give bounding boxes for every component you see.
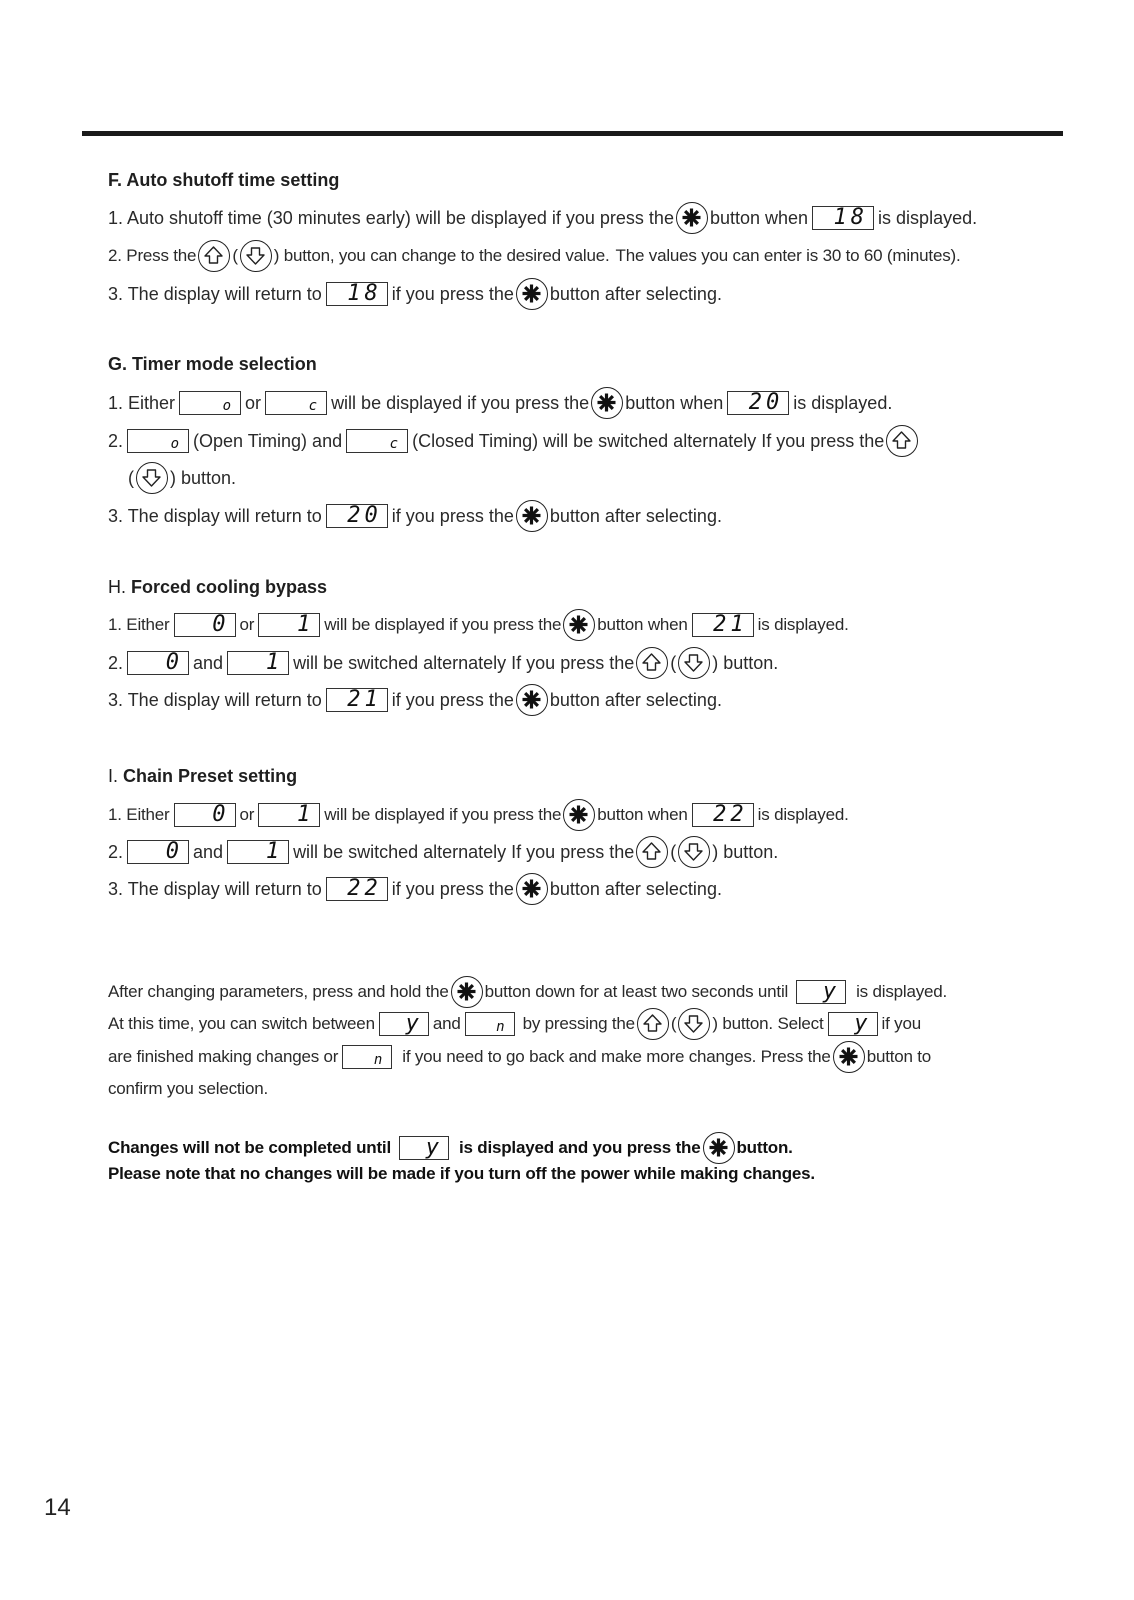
text: is displayed. — [856, 982, 948, 1001]
lcd-display: n — [465, 1012, 515, 1036]
text: button when — [709, 208, 809, 228]
text: will be displayed if you press the — [331, 393, 590, 413]
lcd-display: 21 — [326, 688, 388, 712]
text: ) button. — [712, 842, 779, 862]
text: 3. The display will return to — [108, 879, 322, 899]
section-f-title: F. Auto shutoff time setting — [108, 170, 340, 190]
text: if you press the — [391, 690, 514, 710]
lcd-display: 18 — [326, 282, 388, 306]
text: is displayed. — [793, 393, 893, 413]
after-line-4 — [108, 1072, 268, 1106]
text: (Closed Timing) will be switched alternately If you press the — [412, 431, 885, 451]
text: ( — [232, 246, 238, 265]
text: button when — [597, 615, 688, 634]
lcd-display: 20 — [727, 391, 789, 415]
section-f-step-1 — [108, 201, 977, 235]
lcd-display: 0 — [174, 803, 236, 827]
after-line-2 — [108, 1007, 921, 1041]
text: is displayed and you press the — [458, 1138, 701, 1157]
text: 1. Either — [108, 393, 176, 413]
text: button when — [625, 393, 724, 413]
lcd-display: 0 — [174, 613, 236, 637]
lcd-display: c — [265, 391, 327, 415]
section-g-step-2-cont — [128, 461, 236, 495]
text: (Open Timing) and — [193, 431, 343, 451]
lcd-display: n — [342, 1045, 392, 1069]
text: ( — [128, 468, 134, 488]
lcd-display: 18 — [812, 206, 874, 230]
text: by pressing the — [522, 1014, 635, 1033]
after-line-3 — [108, 1040, 931, 1074]
title-prefix: I. — [108, 766, 119, 786]
text: button after selecting. — [549, 506, 722, 526]
text: will be displayed if you press the — [324, 805, 562, 824]
text: if you press the — [391, 506, 514, 526]
lcd-display: 0 — [127, 651, 189, 675]
text: 1. Either — [108, 615, 170, 634]
text: is displayed. — [757, 805, 849, 824]
section-i-step-2 — [108, 835, 778, 869]
down-arrow-button-icon — [240, 240, 272, 272]
text: or — [239, 615, 255, 634]
text: 3. The display will return to — [108, 284, 322, 304]
text: Changes will not be completed until — [108, 1138, 391, 1157]
title-text: Forced cooling bypass — [131, 577, 328, 597]
set-button-icon — [833, 1041, 865, 1073]
set-button-icon — [591, 387, 623, 419]
text: 3. The display will return to — [108, 506, 322, 526]
text: At this time, you can switch between — [108, 1014, 375, 1033]
page-number: 14 — [44, 1494, 71, 1521]
text: is displayed. — [878, 208, 978, 228]
after-line-1 — [108, 975, 947, 1009]
text: button after selecting. — [549, 690, 722, 710]
lcd-display: y — [828, 1012, 878, 1036]
text: ) button. Select — [712, 1014, 824, 1033]
text: ( — [670, 653, 677, 673]
section-g-title: G. Timer mode selection — [108, 354, 317, 374]
text: if you — [881, 1014, 921, 1033]
text: After changing parameters, press and hold the — [108, 982, 449, 1001]
set-button-icon — [516, 873, 548, 905]
text: button after selecting. — [549, 284, 722, 304]
text: 1. Auto shutoff time (30 minutes early) will be displayed if you press the — [108, 208, 674, 228]
text: 2. — [108, 842, 124, 862]
lcd-display: y — [399, 1136, 449, 1160]
section-g-step-3 — [108, 499, 722, 533]
up-arrow-button-icon — [636, 647, 668, 679]
section-f-step-3 — [108, 277, 722, 311]
set-button-icon — [516, 684, 548, 716]
set-button-icon — [563, 799, 595, 831]
text: if you press the — [391, 879, 514, 899]
text: or — [239, 805, 255, 824]
text: ) button. — [170, 468, 237, 488]
section-h-step-3 — [108, 683, 722, 717]
text: 1. Either — [108, 805, 170, 824]
text: Please note that no changes will be made if you turn off the power while making changes. — [108, 1164, 815, 1183]
top-rule — [82, 131, 1063, 136]
text: is displayed. — [757, 615, 849, 634]
section-i-step-3 — [108, 872, 722, 906]
text: confirm you selection. — [108, 1079, 269, 1098]
section-i-step-1 — [108, 798, 849, 832]
note-line-2 — [108, 1157, 815, 1191]
lcd-display: 1 — [258, 613, 320, 637]
lcd-display: o — [127, 429, 189, 453]
text: if you need to go back and make more changes. Press the — [402, 1047, 831, 1066]
section-f-step-2 — [108, 239, 961, 273]
set-button-icon — [676, 202, 708, 234]
up-arrow-button-icon — [198, 240, 230, 272]
text: will be switched alternately If you press the — [293, 842, 635, 862]
text: ( — [670, 842, 677, 862]
down-arrow-button-icon — [678, 647, 710, 679]
down-arrow-button-icon — [136, 462, 168, 494]
lcd-display: c — [346, 429, 408, 453]
lcd-display: 1 — [227, 840, 289, 864]
text: 2. — [108, 653, 124, 673]
text: or — [245, 393, 262, 413]
set-button-icon — [516, 500, 548, 532]
text: are finished making changes or — [108, 1047, 339, 1066]
lcd-display: 22 — [326, 877, 388, 901]
text: The values you can enter is 30 to 60 (minutes). — [615, 246, 961, 265]
section-h-title — [108, 577, 327, 598]
text: 3. The display will return to — [108, 690, 322, 710]
lcd-display: y — [379, 1012, 429, 1036]
lcd-display: y — [796, 980, 846, 1004]
title-text: Chain Preset setting — [123, 766, 298, 786]
text: and — [432, 1014, 461, 1033]
up-arrow-button-icon — [637, 1008, 669, 1040]
lcd-display: 20 — [326, 504, 388, 528]
up-arrow-button-icon — [886, 425, 918, 457]
lcd-display: 1 — [258, 803, 320, 827]
text: ( — [670, 1014, 677, 1033]
text: button down for at least two seconds until — [484, 982, 789, 1001]
text: button when — [597, 805, 688, 824]
set-button-icon — [451, 976, 483, 1008]
text: button after selecting. — [549, 879, 722, 899]
set-button-icon — [516, 278, 548, 310]
text: and — [193, 842, 224, 862]
text: ) button, you can change to the desired value. — [273, 246, 610, 265]
text: 2. Press the — [108, 246, 197, 265]
down-arrow-button-icon — [678, 1008, 710, 1040]
text: if you press the — [391, 284, 514, 304]
text: 2. — [108, 431, 124, 451]
section-i-title — [108, 766, 297, 787]
lcd-display: 21 — [692, 613, 754, 637]
text: and — [193, 653, 224, 673]
up-arrow-button-icon — [636, 836, 668, 868]
title-prefix: H. — [108, 577, 126, 597]
text: ) button. — [712, 653, 779, 673]
section-h-step-2 — [108, 646, 778, 680]
section-h-step-1 — [108, 608, 849, 642]
lcd-display: 1 — [227, 651, 289, 675]
set-button-icon — [563, 609, 595, 641]
section-g-step-2 — [108, 424, 920, 458]
down-arrow-button-icon — [678, 836, 710, 868]
text: will be displayed if you press the — [324, 615, 562, 634]
text: will be switched alternately If you press the — [293, 653, 635, 673]
text: button to — [866, 1047, 932, 1066]
lcd-display: 22 — [692, 803, 754, 827]
lcd-display: 0 — [127, 840, 189, 864]
text: button. — [736, 1138, 793, 1157]
section-g-step-1 — [108, 386, 892, 420]
lcd-display: o — [179, 391, 241, 415]
